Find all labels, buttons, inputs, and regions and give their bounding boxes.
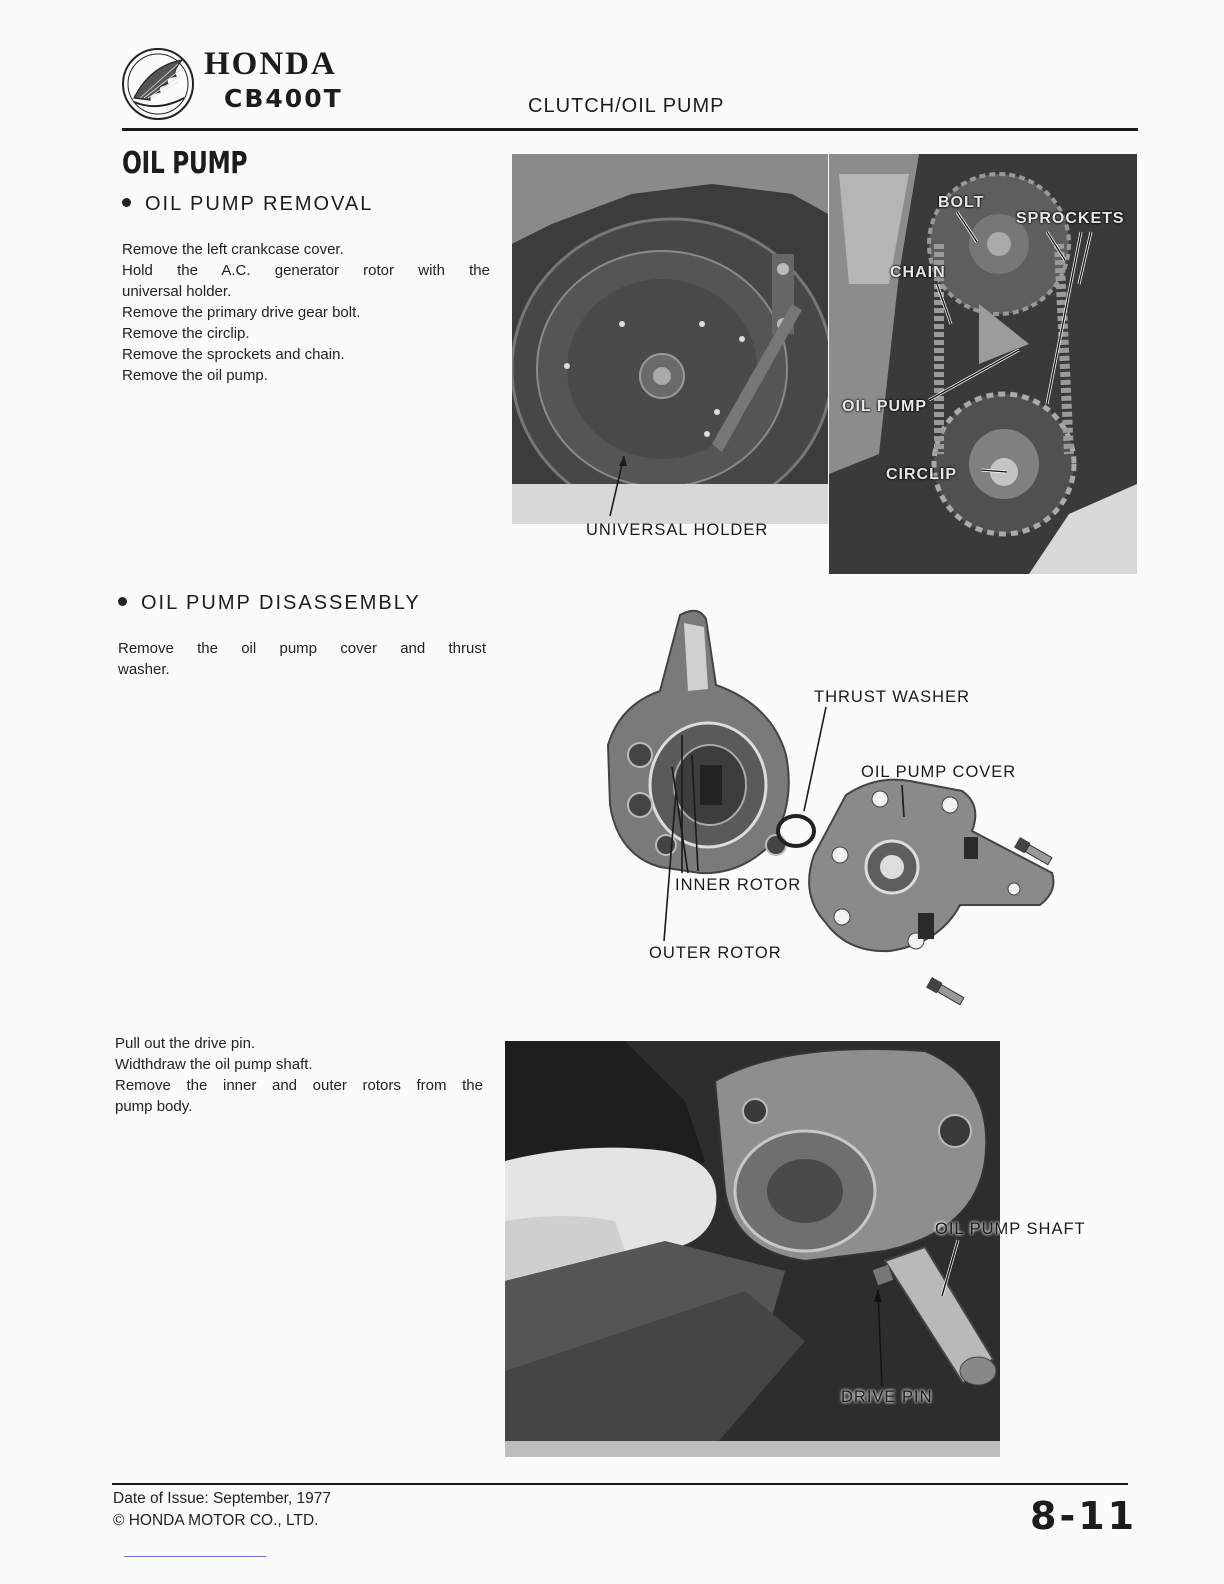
label-inner-rotor: INNER ROTOR [675, 876, 802, 894]
removal-heading-text: OIL PUMP REMOVAL [145, 193, 374, 215]
disassembly-step: Remove the inner and outer rotors from the [115, 1077, 483, 1094]
removal-step: Remove the primary drive gear bolt. [122, 304, 361, 321]
photo-universal-holder [512, 154, 828, 524]
disassembly-line: Remove the oil pump cover and thrust [118, 640, 486, 657]
removal-heading [122, 193, 373, 216]
disassembly-step: Widthdraw the oil pump shaft. [115, 1056, 313, 1073]
label-thrust-washer: THRUST WASHER [814, 688, 971, 706]
bullet-icon [122, 198, 131, 207]
photo3-leaders [860, 1230, 980, 1390]
footer-rule [112, 1483, 1128, 1485]
removal-step: Remove the circlip. [122, 325, 250, 342]
header-rule [122, 128, 1138, 131]
removal-step: Remove the sprockets and chain. [122, 346, 345, 363]
label-universal-holder: UNIVERSAL HOLDER [586, 521, 769, 539]
date-of-issue: Date of Issue: September, 1977 [113, 1490, 331, 1507]
removal-step: Remove the oil pump. [122, 367, 268, 384]
blue-underline [124, 1556, 266, 1557]
honda-wing-logo-icon [120, 46, 196, 122]
bullet-icon [118, 597, 127, 606]
label-oil-pump: OIL PUMP [842, 398, 928, 415]
removal-step: Remove the left crankcase cover. [122, 241, 344, 258]
model-name: CB400T [224, 84, 343, 113]
disassembly-step: pump body. [115, 1098, 193, 1115]
disassembly-text [118, 638, 486, 680]
page-number: 8-11 [1030, 1494, 1138, 1538]
label-circlip: CIRCLIP [886, 466, 957, 483]
copyright: © HONDA MOTOR CO., LTD. [113, 1512, 319, 1529]
disassembly-step: Pull out the drive pin. [115, 1035, 256, 1052]
universal-holder-leader [600, 450, 640, 520]
label-bolt: BOLT [938, 194, 985, 211]
label-chain: CHAIN [890, 264, 946, 281]
section-title: CLUTCH/OIL PUMP [528, 95, 725, 117]
disassembly-heading-text: OIL PUMP DISASSEMBLY [141, 592, 421, 614]
disassembly-line: washer. [118, 661, 170, 678]
removal-step: universal holder. [122, 283, 232, 300]
brand-name: HONDA [204, 46, 337, 82]
removal-step: Hold the A.C. generator rotor with the [122, 262, 490, 279]
label-sprockets: SPROCKETS [1016, 210, 1125, 227]
label-oil-pump-cover: OIL PUMP COVER [861, 763, 1017, 781]
removal-steps [122, 239, 490, 386]
label-outer-rotor: OUTER ROTOR [649, 944, 782, 962]
label-drive-pin: DRIVE PIN [841, 1388, 933, 1406]
disassembly-steps-2 [115, 1033, 483, 1117]
page-heading: OIL PUMP [122, 146, 248, 181]
disassembly-heading [118, 592, 421, 615]
label-oil-pump-shaft: OIL PUMP SHAFT [935, 1220, 1086, 1238]
